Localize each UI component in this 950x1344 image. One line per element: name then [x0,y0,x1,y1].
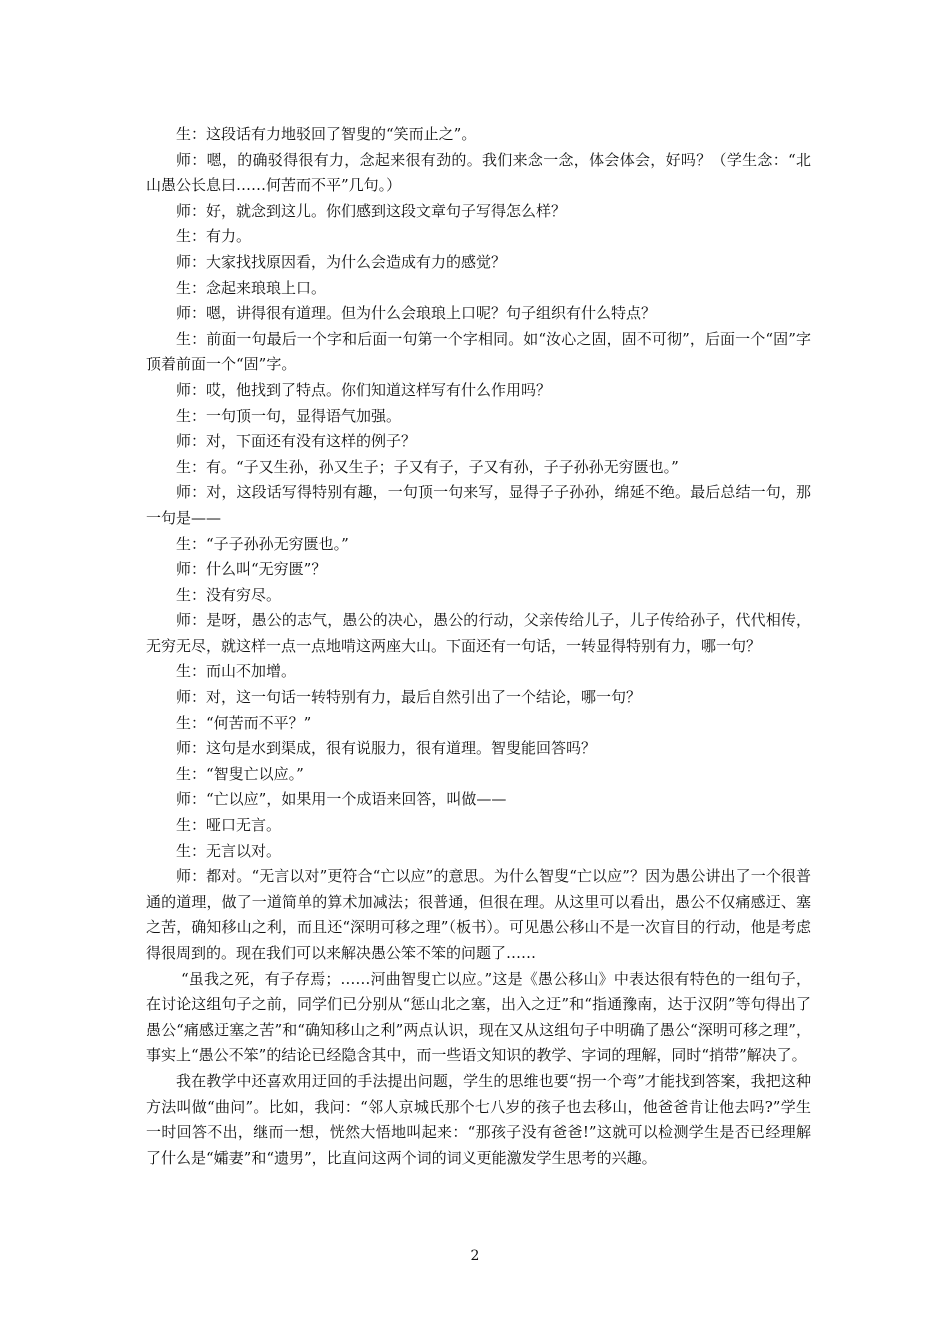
paragraph-19: 师：对，这一句话一转特别有力，最后自然引出了一个结论，哪一句？ [176,688,642,707]
paragraph-6: 生：念起来琅琅上口。 [176,278,327,297]
paragraph-10: 生：一句顶一句，显得语气加强。 [176,406,402,425]
paragraph-14: 生：“子子孙孙无穷匮也。” [176,534,349,553]
paragraph-8: 生：前面一句最后一个字和后面一句第一个字相同。如“汝心之固，固不可彻”，后面一个“固”字顶着前面一个“固”字。 [146,329,811,374]
paragraph-27: “虽我之死，有子存焉；……河曲智叟亡以应。”这是《愚公移山》中表达很有特色的一组句子，在讨论这组句子之前，同学们已分别从“惩山北之塞，出入之迂”和“指通豫南，达于汉阴”等句得出了愚公“痛感迂塞之苦”和“确知移山之利”两点认识，现在又从这组句子中明确了愚公“深明可移之理”，事实上“愚公不笨”的结论已经隐含其中，而一些语文知识的教学、字词的理解，同时“捎带”解决了。 [146,969,811,1065]
paragraph-16: 生：没有穷尽。 [176,585,282,604]
paragraph-4: 生：有力。 [176,227,252,246]
paragraph-28: 我在教学中还喜欢用迂回的手法提出问题，学生的思维也要“拐一个弯”才能找到答案，我把这种方法叫做“曲问”。比如，我问：“邻人京城氏那个七八岁的孩子也去移山，他爸爸肯让他去吗?”学生一时回答不出，继而一想，恍然大悟地叫起来：“那孩子没有爸爸!”这就可以检测学生是否已经理解了什么是“孀妻”和“遗男”，比直问这两个词的词义更能激发学生思考的兴趣。 [146,1071,811,1167]
paragraph-17: 师：是呀，愚公的志气，愚公的决心，愚公的行动，父亲传给儿子，儿子传给孙子，代代相传，无穷无尽，就这样一点一点地啃这两座大山。下面还有一句话，一转显得特别有力，哪一句？ [146,611,811,655]
paragraph-12: 生：有。“子又生孙，孙又生子；子又有子，子又有孙，子子孙孙无穷匮也。” [176,457,679,476]
paragraph-3: 师：好，就念到这儿。你们感到这段文章句子写得怎么样？ [176,201,567,220]
paragraph-20: 生：“何苦而不平？” [176,713,312,732]
paragraph-23: 师：“亡以应”，如果用一个成语来回答，叫做—— [176,790,507,809]
page-number: 2 [470,1248,480,1264]
paragraph-5: 师：大家找找原因看，为什么会造成有力的感觉？ [176,252,507,271]
paragraph-26: 师：都对。“无言以对”更符合“亡以应”的意思。为什么智叟“亡以应”？因为愚公讲出了一个很普通的道理，做了一道简单的算术加减法；很普通，但很在理。从这里可以看出，愚公不仅痛感迂、塞之苦，确知移山之利，而且还“深明可移之理”（板书）。可见愚公移山不是一次盲目的行动，他是考虑得很周到的。现在我们可以来解决愚公笨不笨的问题了…… [146,867,811,962]
paragraph-25: 生：无言以对。 [176,841,282,860]
paragraph-15: 师：什么叫“无穷匮”？ [176,560,327,579]
paragraph-21: 师：这句是水到渠成，很有说服力，很有道理。智叟能回答吗？ [176,739,597,758]
body-text [146,122,811,1171]
paragraph-18: 生：而山不加增。 [176,662,297,681]
paragraph-2: 师：嗯，的确驳得很有力，念起来很有劲的。我们来念一念，体会体会，好吗？（学生念：“北山愚公长息曰……何苦而不平”几句。） [146,150,811,195]
paragraph-22: 生：“智叟亡以应。” [176,764,304,783]
paragraph-13: 师：对，这段话写得特别有趣，一句顶一句来写，显得子子孙孙，绵延不绝。最后总结一句，那一句是—— [146,483,811,527]
paragraph-1: 生：这段话有力地驳回了智叟的“笑而止之”。 [176,125,477,143]
paragraph-11: 师：对，下面还有没有这样的例子？ [176,432,417,451]
paragraph-9: 师：哎，他找到了特点。你们知道这样写有什么作用吗？ [176,380,552,399]
paragraph-24: 生：哑口无言。 [176,816,282,835]
paragraph-7: 师：嗯，讲得很有道理。但为什么会琅琅上口呢？句子组织有什么特点？ [176,304,657,323]
